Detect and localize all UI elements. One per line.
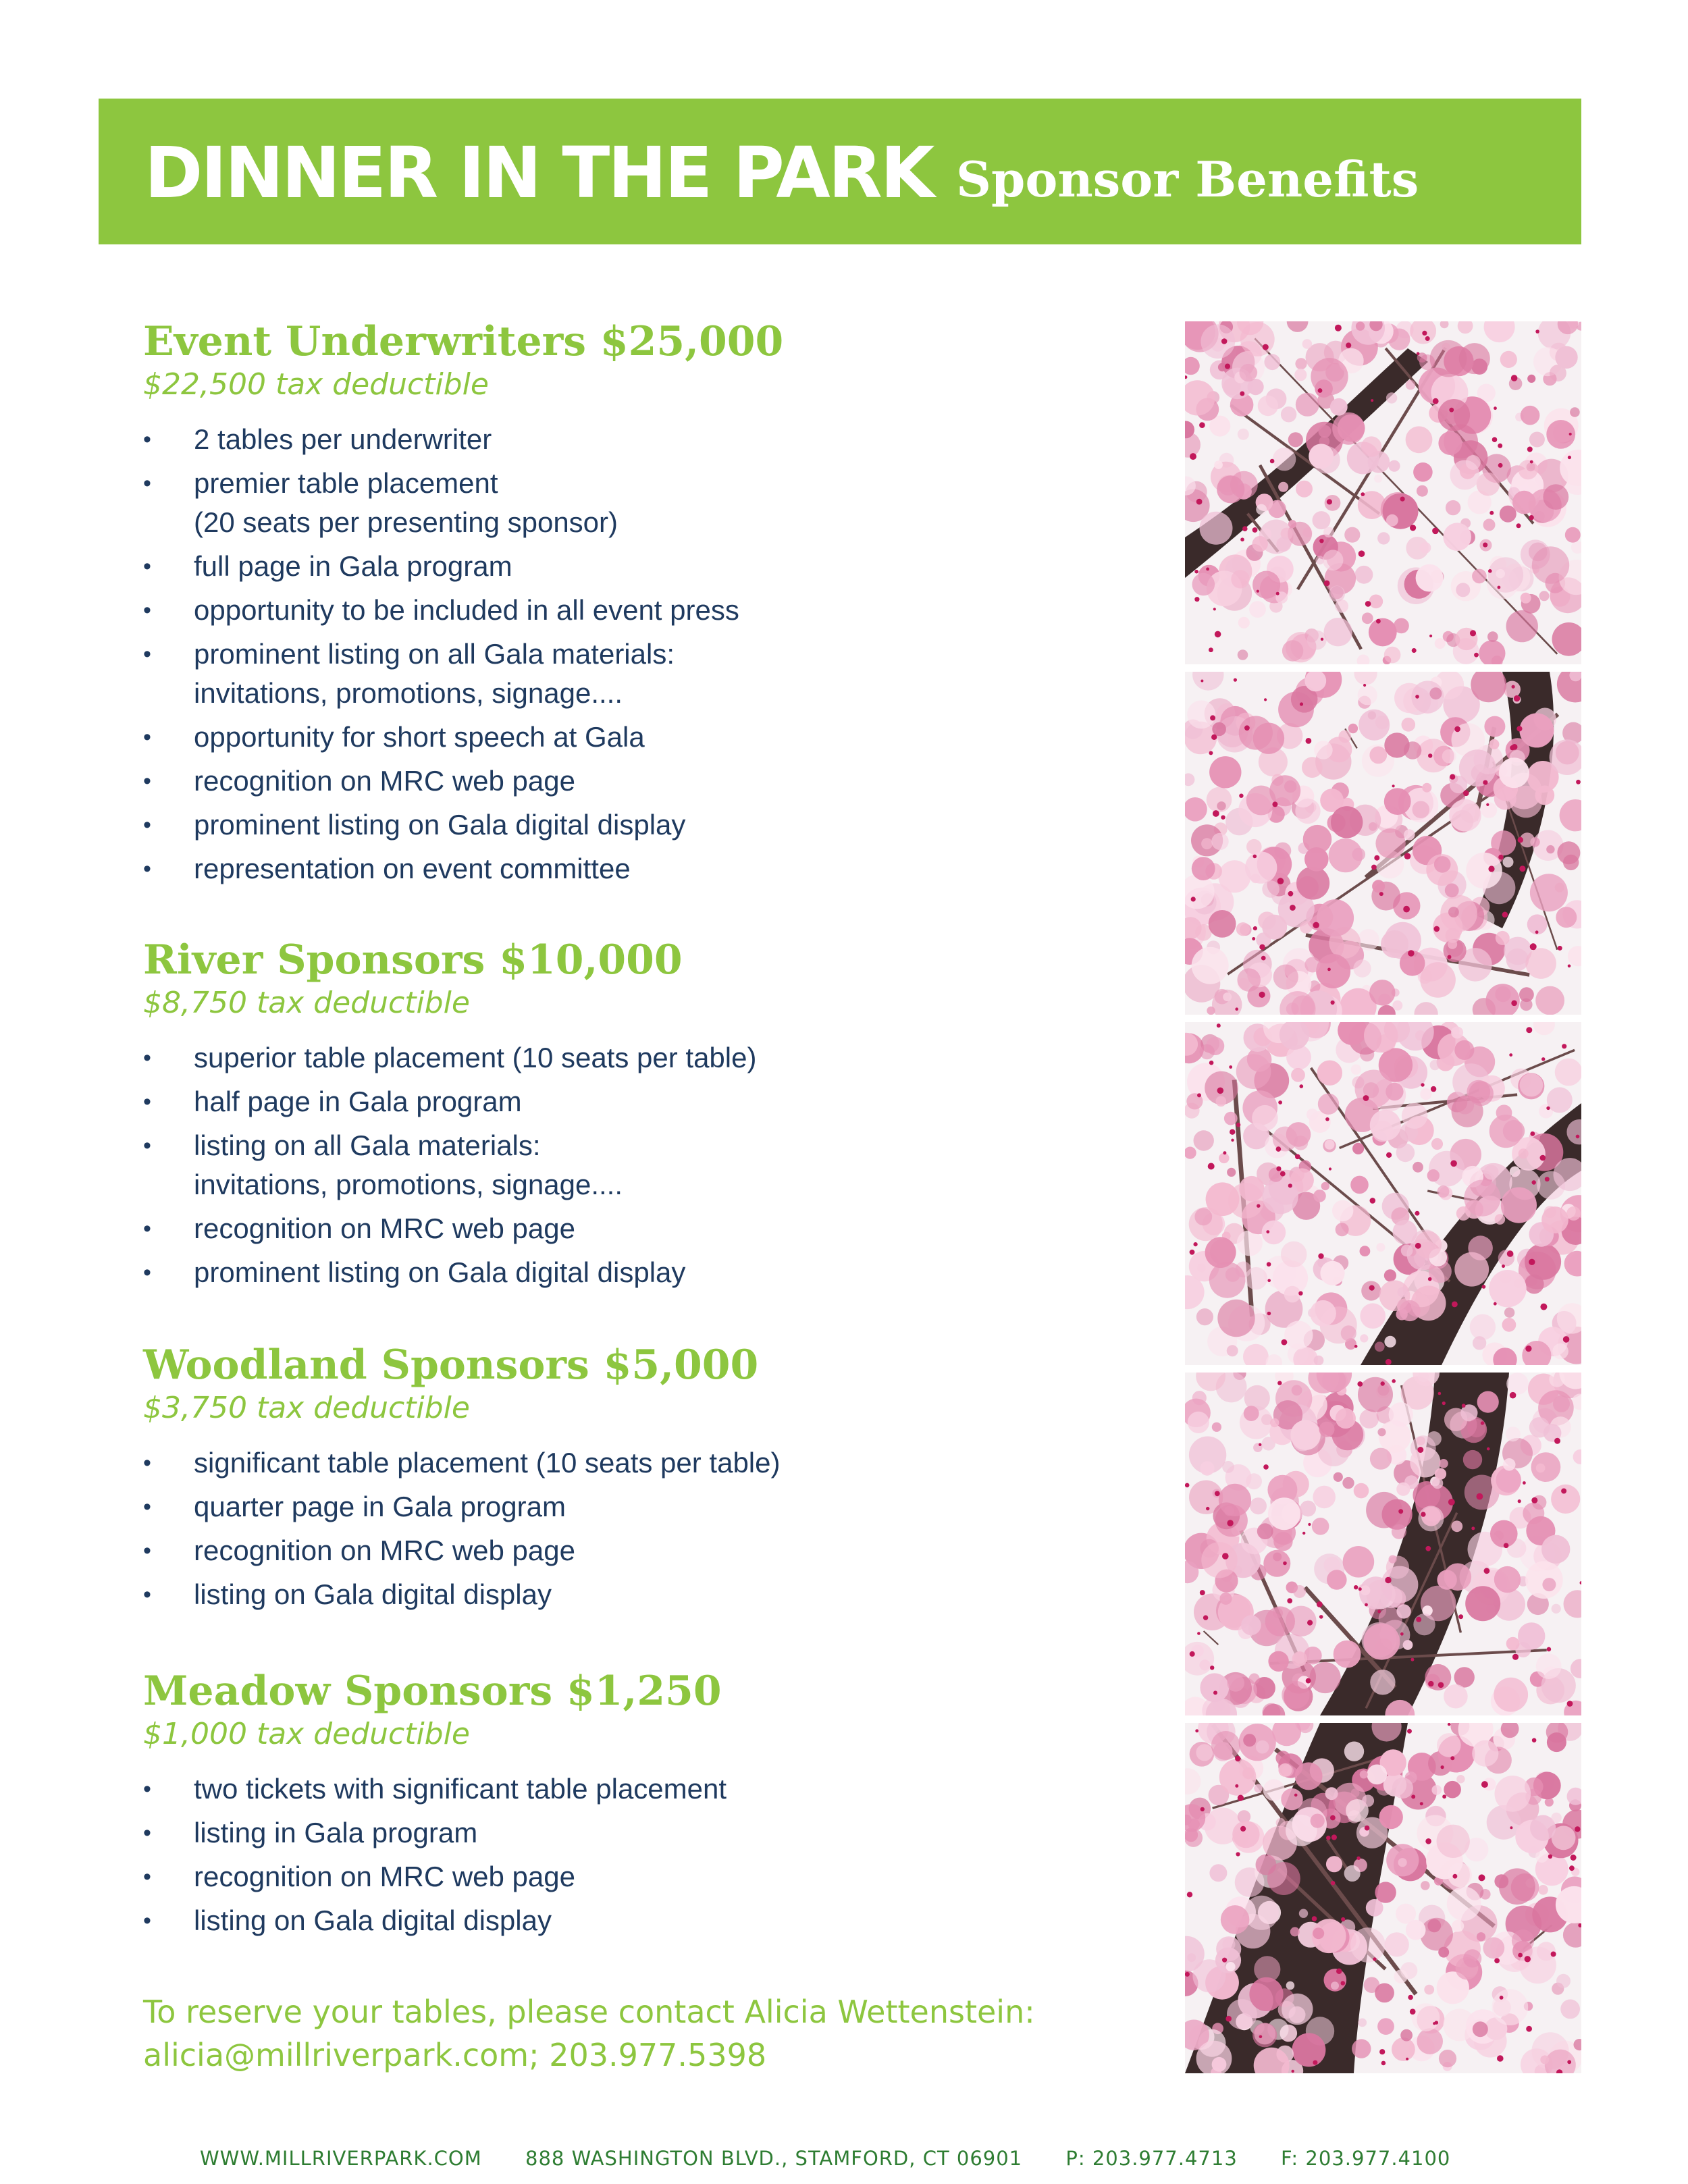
bullet-icon: • [143,597,151,623]
list-item: • listing in Gala program [143,1813,1142,1853]
tier-deductible: $3,750 tax deductible [143,1391,470,1425]
bullet-icon: • [143,856,151,882]
bullet-icon: • [143,1538,151,1564]
tier-deductible: $8,750 tax deductible [143,986,470,1020]
benefit-list [143,420,1142,888]
sponsor-tier-woodland [143,1339,1142,1619]
footer-address: 888 WASHINGTON BLVD., STAMFORD, CT 06901 [525,2147,1023,2170]
tier-deductible: $1,000 tax deductible [143,1717,470,1751]
benefit-list [143,1769,1142,1940]
bullet-icon: • [143,1776,151,1802]
list-item: • recognition on MRC web page [143,762,1142,801]
bullet-icon: • [143,1582,151,1607]
cherry-blossom-photo-4 [1185,1373,1581,1715]
list-item-continuation: (20 seats per presenting sponsor) [194,506,618,538]
sponsor-tier-event-underwriters [143,316,1142,893]
list-item: • listing on Gala digital display [143,1901,1142,1940]
list-item: • recognition on MRC web page [143,1857,1142,1896]
list-item: • half page in Gala program [143,1082,1142,1121]
list-item: • prominent listing on Gala digital display [143,1253,1142,1292]
benefit-list [143,1443,1142,1614]
list-item: • opportunity to be included in all event press [143,591,1142,630]
bullet-icon: • [143,812,151,838]
cherry-blossom-photo-1 [1185,321,1581,664]
list-item-continuation: invitations, promotions, signage.... [194,677,623,709]
list-item: • premier table placement [143,464,1142,503]
list-item: • listing on all Gala materials: [143,1126,1142,1165]
cherry-blossom-photo-strip [1185,321,1581,2073]
list-item: • recognition on MRC web page [143,1531,1142,1570]
sponsor-tier-river [143,934,1142,1297]
list-item: • significant table placement (10 seats per table) [143,1443,1142,1483]
tier-title: Event Underwriters $25,000 [143,318,784,365]
title-banner [99,99,1581,244]
bullet-icon: • [143,1820,151,1846]
list-item: • 2 tables per underwriter [143,420,1142,459]
contact-line: To reserve your tables, please contact Alicia Wettenstein: [143,1994,1035,2030]
bullet-icon: • [143,471,151,496]
bullet-icon: • [143,1133,151,1158]
bullet-icon: • [143,1494,151,1520]
cherry-blossom-photo-2 [1185,672,1581,1015]
footer-website[interactable]: WWW.MILLRIVERPARK.COM [200,2147,482,2170]
list-item-continuation: invitations, promotions, signage.... [194,1169,623,1200]
bullet-icon: • [143,554,151,579]
bullet-icon: • [143,1908,151,1934]
footer [200,2141,1487,2175]
list-item: • recognition on MRC web page [143,1209,1142,1248]
bullet-icon: • [143,427,151,452]
list-item: • quarter page in Gala program [143,1487,1142,1526]
list-item: • full page in Gala program [143,547,1142,586]
page-title: DINNER IN THE PARK [144,132,933,214]
bullet-icon: • [143,1450,151,1476]
list-item: • representation on event committee [143,849,1142,888]
bullet-icon: • [143,768,151,794]
list-item: • prominent listing on Gala digital display [143,805,1142,845]
contact-email-phone[interactable]: alicia@millriverpark.com; 203.977.5398 [143,2037,767,2073]
tier-title: Meadow Sponsors $1,250 [143,1668,722,1715]
list-item: • two tickets with significant table placement [143,1769,1142,1809]
contact-info [143,1990,1035,2077]
page-subtitle: Sponsor Benefits [956,151,1419,208]
cherry-blossom-photo-3 [1185,1022,1581,1365]
bullet-icon: • [143,641,151,667]
cherry-blossom-photo-5 [1185,1723,1581,2073]
list-item: • listing on Gala digital display [143,1575,1142,1614]
bullet-icon: • [143,1045,151,1071]
list-item: • prominent listing on all Gala materials: [143,635,1142,674]
bullet-icon: • [143,1260,151,1285]
benefit-list [143,1038,1142,1292]
bullet-icon: • [143,724,151,750]
footer-phone: P: 203.977.4713 [1065,2147,1238,2170]
footer-fax: F: 203.977.4100 [1281,2147,1451,2170]
sponsor-tier-meadow [143,1666,1142,1945]
tier-title: Woodland Sponsors $5,000 [143,1341,759,1389]
bullet-icon: • [143,1216,151,1242]
tier-deductible: $22,500 tax deductible [143,367,489,402]
list-item: • opportunity for short speech at Gala [143,718,1142,757]
bullet-icon: • [143,1089,151,1115]
tier-title: River Sponsors $10,000 [143,936,683,984]
bullet-icon: • [143,1864,151,1890]
list-item: • superior table placement (10 seats per table) [143,1038,1142,1077]
